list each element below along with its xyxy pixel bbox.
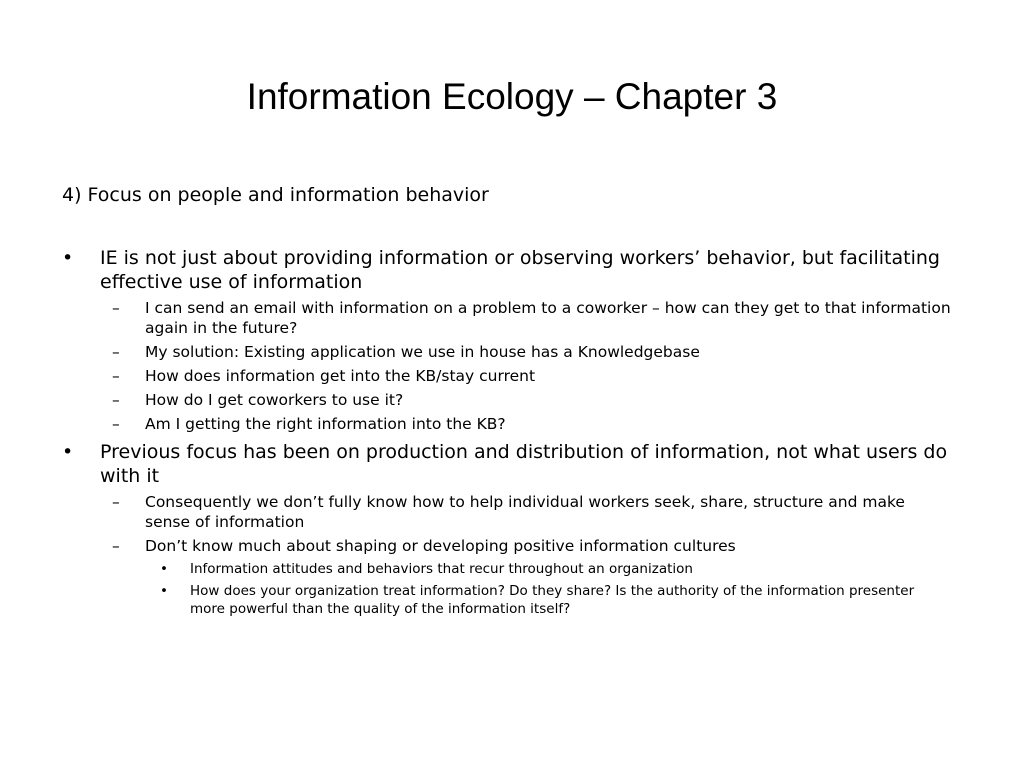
- sub-point-text: I can send an email with information on a problem to a coworker – how can they get to that information again in the future?: [145, 299, 951, 337]
- dash-marker: –: [112, 493, 120, 511]
- dash-marker: –: [112, 415, 120, 433]
- sub-point: [62, 366, 952, 386]
- bullet-text: IE is not just about providing information or observing workers’ behavior, but facilitating effective use of information: [100, 247, 940, 293]
- dash-marker: –: [112, 343, 120, 361]
- sub-point: [62, 390, 952, 410]
- bullet-marker: •: [160, 583, 168, 599]
- slide-title: Information Ecology – Chapter 3: [246, 76, 778, 117]
- sub-sub-point: [62, 560, 952, 578]
- sub-point: [62, 414, 952, 434]
- bullet-marker: •: [62, 247, 74, 269]
- sub-sub-point-text: Information attitudes and behaviors that recur throughout an organization: [190, 561, 693, 577]
- sub-point-text: Consequently we don’t fully know how to help individual workers seek, share, structure and make sense of information: [145, 493, 905, 531]
- sub-point-text: Am I getting the right information into the KB?: [145, 415, 506, 433]
- sub-point: [62, 492, 952, 532]
- bullet-point: [62, 246, 952, 294]
- bullet-point: [62, 440, 952, 488]
- sub-point-text: Don’t know much about shaping or developing positive information cultures: [145, 537, 736, 555]
- sub-point-text: How does information get into the KB/stay current: [145, 367, 536, 385]
- sub-sub-point-text: How does your organization treat information? Do they share? Is the authority of the information presenter more powerful than the quality of the information itself?: [190, 583, 915, 617]
- dash-marker: –: [112, 367, 120, 385]
- sub-point: [62, 536, 952, 556]
- dash-marker: –: [112, 537, 120, 555]
- sub-sub-point: [62, 582, 952, 618]
- dash-marker: –: [112, 299, 120, 317]
- bullet-marker: •: [160, 561, 168, 577]
- sub-point-text: How do I get coworkers to use it?: [145, 391, 404, 409]
- bullet-marker: •: [62, 441, 74, 463]
- bullet-text: Previous focus has been on production and distribution of information, not what users do with it: [100, 441, 948, 487]
- bullet-list: [62, 240, 952, 618]
- sub-point-text: My solution: Existing application we use in house has a Knowledgebase: [145, 343, 700, 361]
- dash-marker: –: [112, 391, 120, 409]
- section-heading: 4) Focus on people and information behavior: [62, 184, 489, 206]
- sub-point: [62, 298, 952, 338]
- sub-point: [62, 342, 952, 362]
